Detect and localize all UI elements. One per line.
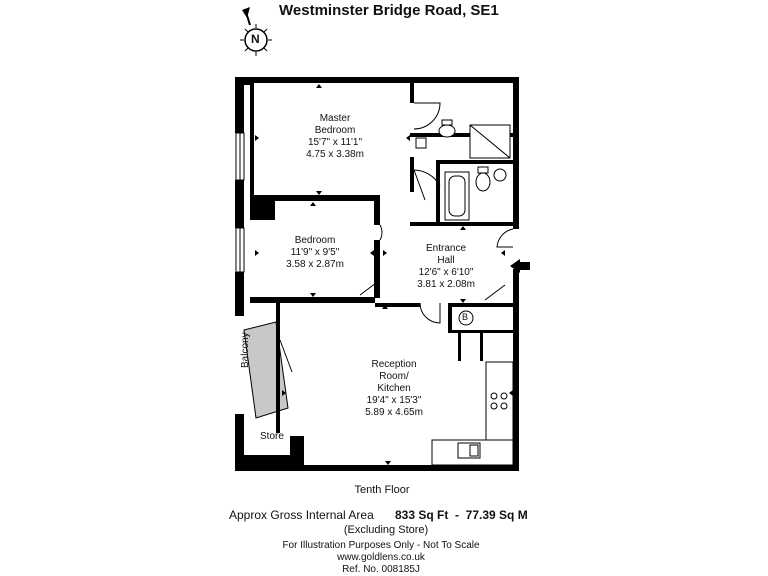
compass-north-label: N [251, 32, 260, 46]
master-bedroom-label: Master Bedroom 15'7" x 11'1" 4.75 x 3.38m [306, 113, 364, 160]
website-link[interactable]: www.goldlens.co.uk [337, 552, 425, 563]
plan-title: Westminster Bridge Road, SE1 [279, 2, 499, 19]
disclaimer: For Illustration Purposes Only - Not To Scale [282, 540, 480, 551]
bedroom-label: Bedroom 11'9" x 9'5" 3.58 x 2.87m [286, 235, 344, 270]
kitchen-units [432, 362, 513, 465]
area-value: 833 Sq Ft - 77.39 Sq M [395, 508, 528, 522]
floor-label: Tenth Floor [354, 484, 410, 496]
boiler-label: B [462, 312, 469, 322]
entrance-hall-label: Entrance Hall 12'6" x 6'10" 3.81 x 2.08m [417, 243, 475, 290]
store-label: Store [260, 431, 284, 442]
reception-kitchen-label: Reception Room/ Kitchen 19'4" x 15'3" 5.89 x 4.65m [365, 359, 423, 418]
reference-number: Ref. No. 008185J [342, 564, 420, 575]
area-label: Approx Gross Internal Area [229, 508, 374, 522]
balcony-label: Balcony [240, 332, 251, 368]
excluding-store-note: (Excluding Store) [343, 524, 429, 536]
